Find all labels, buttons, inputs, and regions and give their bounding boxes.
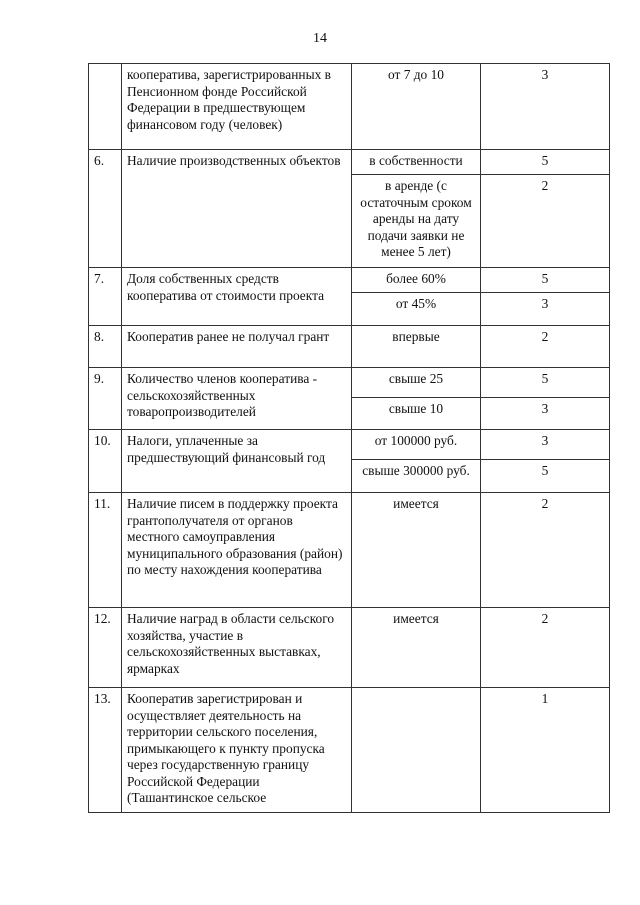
criterion-score: 5 — [481, 150, 610, 175]
criterion-number: 7. — [89, 268, 122, 326]
criterion-score: 1 — [481, 688, 610, 813]
criterion-name: Доля собственных средств кооператива от стоимости проекта — [122, 268, 352, 326]
criterion-condition: свыше 25 — [352, 368, 481, 398]
criterion-score: 2 — [481, 608, 610, 688]
criterion-condition: свыше 300000 руб. — [352, 460, 481, 493]
criterion-name: Наличие наград в области сельского хозяйства, участие в сельскохозяйственных выставках, ярмарках — [122, 608, 352, 688]
criterion-condition: впервые — [352, 326, 481, 368]
criterion-name: Кооператив ранее не получал грант — [122, 326, 352, 368]
page-number: 14 — [313, 31, 327, 46]
table-row — [89, 493, 610, 608]
criterion-condition — [352, 688, 481, 813]
criterion-name: кооператива, зарегистрированных в Пенсионном фонде Российской Федерации в предшествующем финансовом году (человек) — [122, 64, 352, 150]
criterion-number: 9. — [89, 368, 122, 430]
criterion-score: 3 — [481, 398, 610, 430]
table-row — [89, 150, 610, 175]
criteria-table — [88, 63, 610, 813]
criterion-condition: в собственности — [352, 150, 481, 175]
criterion-name: Количество членов кооператива - сельскохозяйственных товаропроизводителей — [122, 368, 352, 430]
criterion-condition: более 60% — [352, 268, 481, 293]
table-row — [89, 326, 610, 368]
table-row — [89, 430, 610, 460]
criterion-score: 2 — [481, 175, 610, 268]
criterion-name: Наличие производственных объектов — [122, 150, 352, 268]
table-row — [89, 268, 610, 293]
criteria-table-body — [89, 64, 610, 813]
table-row — [89, 688, 610, 813]
criterion-number: 13. — [89, 688, 122, 813]
criterion-name: Наличие писем в поддержку проекта грантополучателя от органов местного самоуправления муниципального образования (район) по месту нахождения кооператива — [122, 493, 352, 608]
criterion-score: 5 — [481, 460, 610, 493]
criterion-score: 2 — [481, 493, 610, 608]
criterion-score: 2 — [481, 326, 610, 368]
criterion-condition: имеется — [352, 493, 481, 608]
table-row — [89, 368, 610, 398]
table-row — [89, 608, 610, 688]
criterion-score: 5 — [481, 268, 610, 293]
criterion-name: Кооператив зарегистрирован и осуществляет деятельность на территории сельского поселения, примыкающего к пункту пропуска через государственную границу Российской Федерации (Ташантинское сельское — [122, 688, 352, 813]
criterion-condition: свыше 10 — [352, 398, 481, 430]
criterion-condition: имеется — [352, 608, 481, 688]
criterion-score: 3 — [481, 430, 610, 460]
criterion-score: 3 — [481, 64, 610, 150]
criterion-number: 8. — [89, 326, 122, 368]
table-row — [89, 64, 610, 150]
criterion-score: 5 — [481, 368, 610, 398]
criterion-condition: в аренде (с остаточным сроком аренды на дату подачи заявки не менее 5 лет) — [352, 175, 481, 268]
criterion-condition: от 45% — [352, 293, 481, 326]
criterion-score: 3 — [481, 293, 610, 326]
criterion-condition: от 7 до 10 — [352, 64, 481, 150]
criterion-number: 6. — [89, 150, 122, 268]
criterion-condition: от 100000 руб. — [352, 430, 481, 460]
criterion-number — [89, 64, 122, 150]
criterion-number: 10. — [89, 430, 122, 493]
criterion-number: 11. — [89, 493, 122, 608]
criterion-name: Налоги, уплаченные за предшествующий финансовый год — [122, 430, 352, 493]
criterion-number: 12. — [89, 608, 122, 688]
